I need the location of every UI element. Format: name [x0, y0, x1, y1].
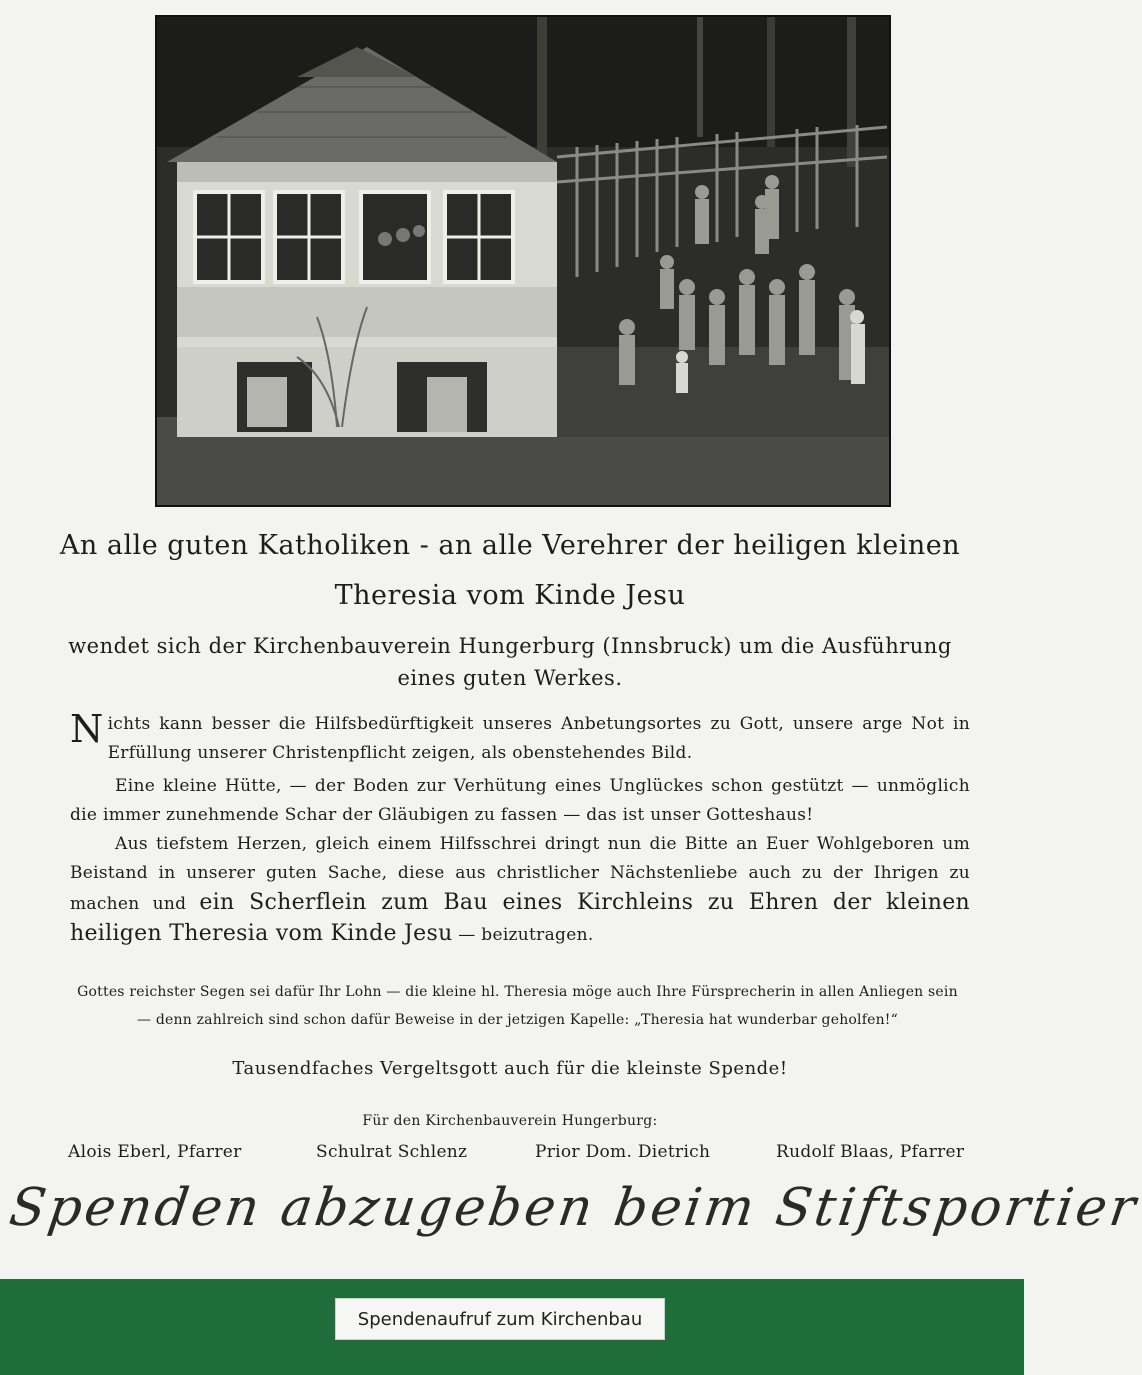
heading-line-3 [40, 630, 980, 694]
heading-line-3a: wendet sich der Kirchenbauverein Hungerburg (Innsbruck) um die Ausführung [68, 634, 952, 658]
heading-line-2: Theresia vom Kinde Jesu [334, 580, 686, 611]
paragraph-1-text: ichts kann besser die Hilfsbedürftigkeit unseres Anbetungsortes zu Gott, unsere arge Not in Erfüllung unserer Christenpflicht zeigen, als obenstehendes Bild. [107, 714, 970, 763]
paragraph-3 [70, 830, 970, 950]
thanks-line: Tausendfaches Vergeltsgott auch für die kleinste Spende! [232, 1058, 788, 1079]
signatories-heading: Für den Kirchenbauverein Hungerburg: [362, 1113, 658, 1129]
paragraph-1 [70, 707, 970, 768]
drop-cap: N [70, 707, 104, 751]
blessing-text [60, 978, 975, 1034]
blessing-line-1: Gottes reichster Segen sei dafür Ihr Lohn — die kleine hl. Theresia möge auch Ihre Fürsprecherin in allen Anliegen sein [77, 984, 958, 1000]
blessing-line-2: — denn zahlreich sind schon dafür Beweise in der jetzigen Kapelle: „Theresia hat wunderbar geholfen!“ [136, 1012, 898, 1028]
signatory-eberl: Alois Eberl, Pfarrer [68, 1142, 242, 1162]
historic-photo [155, 15, 891, 507]
heading-line-1: An alle guten Katholiken - an alle Verehrer der heiligen kleinen [59, 530, 961, 561]
caption-label: Spendenaufruf zum Kirchenbau [335, 1298, 665, 1340]
paragraph-3-emphasis: ein Scherflein zum Bau eines Kirchleins zu Ehren der kleinen heiligen Theresia vom Kinde Jesu [70, 890, 970, 946]
heading-line-3b: eines guten Werkes. [397, 666, 623, 690]
signatory-schlenz: Schulrat Schlenz [316, 1142, 468, 1162]
chapel-illustration [157, 17, 889, 505]
paragraph-3-end: — beizutragen. [452, 925, 594, 945]
signatory-blaas: Rudolf Blaas, Pfarrer [776, 1142, 965, 1162]
signatory-dietrich: Prior Dom. Dietrich [535, 1142, 711, 1162]
paragraph-2: Eine kleine Hütte, — der Boden zur Verhütung eines Unglückes schon gestützt — unmöglich die immer zunehmende Schar der Gläubigen zu fassen — das ist unser Gotteshaus! [70, 776, 970, 825]
paragraph-3-start: Aus tiefstem Herzen, gleich einem Hilfsschrei dringt nun die Bitte an Euer Wohlgeboren um Beistand in unserer guten Sache, diese aus christlicher Nächstenliebe auch zu der Ihrigen zu machen und [70, 834, 970, 914]
handwritten-note: Spenden abzugeben beim Stiftsportier [5, 1178, 1142, 1238]
